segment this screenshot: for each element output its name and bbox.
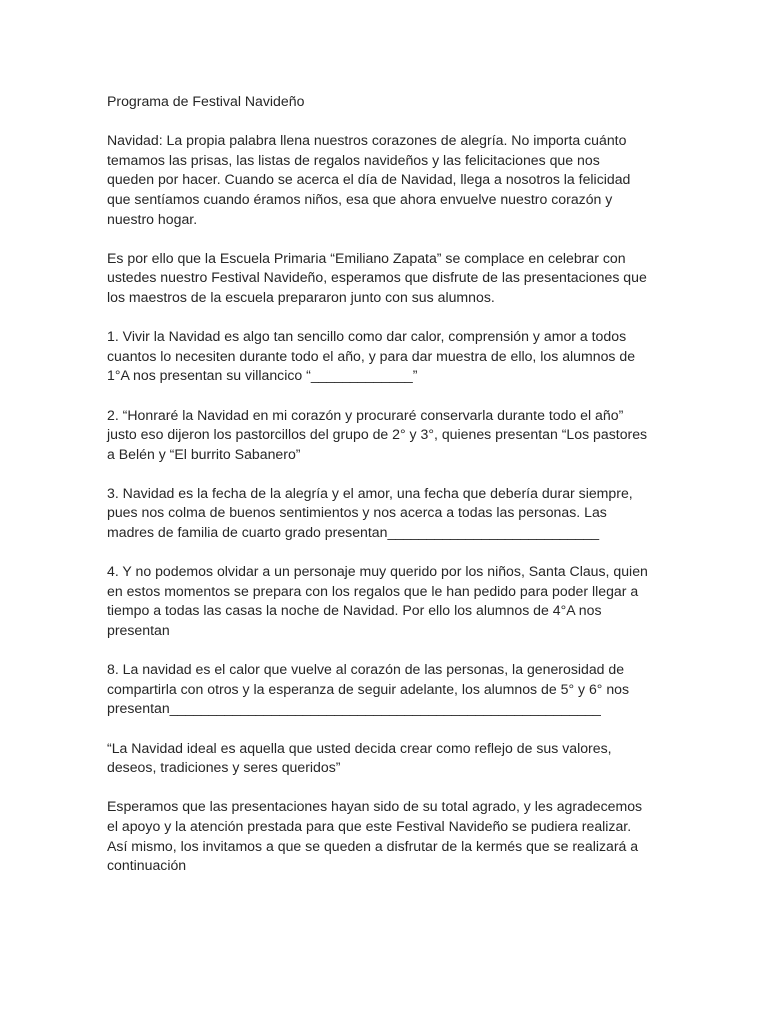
paragraph-line: los maestros de la escuela prepararon junto con sus alumnos.: [107, 288, 495, 305]
paragraph-line: justo eso dijeron los pastorcillos del grupo de 2° y 3°, quienes presentan “Los pastores: [107, 426, 648, 443]
paragraph-line: Así mismo, los invitamos a que se queden a disfrutar de la kermés que se realizará a: [107, 837, 639, 854]
program-item-8: [107, 660, 667, 719]
paragraph-line: queden por hacer. Cuando se acerca el día de Navidad, llega a nosotros la felicidad: [107, 171, 631, 188]
program-item-4: [107, 562, 667, 640]
closing-paragraph: [107, 797, 667, 875]
paragraph-line: continuación: [107, 857, 187, 874]
paragraph-line: 8. La navidad es el calor que vuelve al corazón de las personas, la generosidad de: [107, 661, 625, 678]
paragraph-line: Esperamos que las presentaciones hayan sido de su total agrado, y les agradecemos: [107, 798, 643, 815]
paragraph-line: presentan: [107, 622, 170, 639]
paragraph-line: “La Navidad ideal es aquella que usted decida crear como reflejo de sus valores,: [107, 739, 612, 756]
paragraph-line: 2. “Honraré la Navidad en mi corazón y procuraré conservarla durante todo el año”: [107, 406, 624, 423]
document-title: Programa de Festival Navideño: [107, 93, 305, 109]
program-item-3: [107, 484, 667, 543]
paragraph-line: compartirla con otros y la esperanza de seguir adelante, los alumnos de 5° y 6° nos: [107, 680, 630, 697]
paragraph-line: presentan_______________________________________________________: [107, 700, 601, 717]
paragraph-line: nuestro hogar.: [107, 210, 198, 227]
paragraph-line: temamos las prisas, las listas de regalos navideños y las felicitaciones que nos: [107, 151, 600, 168]
paragraph-line: madres de familia de cuarto grado presentan___________________________: [107, 524, 600, 541]
paragraph-line: el apoyo y la atención prestada para que este Festival Navideño se pudiera realizar.: [107, 817, 632, 834]
paragraph-line: 3. Navidad es la fecha de la alegría y el amor, una fecha que debería durar siempre,: [107, 484, 633, 501]
document-page: [107, 92, 667, 895]
paragraph-line: 4. Y no podemos olvidar a un personaje muy querido por los niños, Santa Claus, quien: [107, 563, 648, 580]
paragraph-line: 1°A nos presentan su villancico “_____________”: [107, 367, 418, 384]
paragraph-line: tiempo a todas las casas la noche de Navidad. Por ello los alumnos de 4°A nos: [107, 602, 602, 619]
paragraph-line: Navidad: La propia palabra llena nuestros corazones de alegría. No importa cuánto: [107, 132, 627, 149]
intro-paragraph: [107, 131, 667, 229]
program-item-1: [107, 327, 667, 386]
paragraph-line: Es por ello que la Escuela Primaria “Emiliano Zapata” se complace en celebrar con: [107, 249, 626, 266]
quote-paragraph: [107, 739, 667, 778]
paragraph-line: deseos, tradiciones y seres queridos”: [107, 759, 341, 776]
paragraph-line: pues nos colma de buenos sentimientos y nos acerca a todas las personas. Las: [107, 504, 607, 521]
school-paragraph: [107, 249, 667, 308]
paragraph-line: cuantos lo necesiten durante todo el año, y para dar muestra de ello, los alumnos de: [107, 347, 636, 364]
paragraph-line: 1. Vivir la Navidad es algo tan sencillo como dar calor, comprensión y amor a todos: [107, 328, 627, 345]
paragraph-line: ustedes nuestro Festival Navideño, esperamos que disfrute de las presentaciones que: [107, 269, 647, 286]
program-item-2: [107, 406, 667, 465]
paragraph-line: que sentíamos cuando éramos niños, esa que ahora envuelve nuestro corazón y: [107, 190, 613, 207]
paragraph-line: a Belén y “El burrito Sabanero”: [107, 445, 301, 462]
paragraph-line: en estos momentos se prepara con los regalos que le han pedido para poder llegar a: [107, 582, 639, 599]
